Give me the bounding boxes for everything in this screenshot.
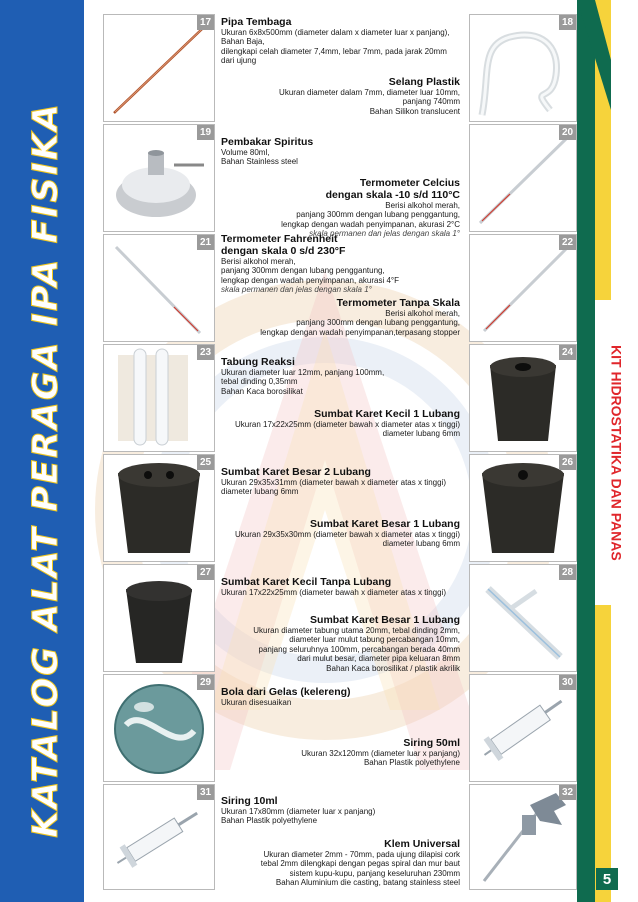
item-description-29: Bola dari Gelas (kelereng) Ukuran disesuaikan [221,686,351,707]
section-title-panel [595,300,638,605]
left-blue-band [0,0,84,902]
item-description-24: Sumbat Karet Kecil 1 Lubang Ukuran 17x22x25mm (diameter bawah x diameter atas x tinggi) diameter lubang 6mm [235,408,460,439]
item-image-28: 28 [469,564,577,672]
item-image-17 [103,14,215,122]
item-description-23: Tabung Reaksi Ukuran diameter luar 12mm, panjang 100mm, tebal dinding 0,35mm Bahan Kaca borosilikat [221,356,385,396]
item-description-30: Siring 50ml Ukuran 32x120mm (diameter luar x panjang) Bahan Plastik polyethylene [301,737,460,768]
item-image-24: 24 [469,344,577,452]
item-image-25: 25 [103,454,215,562]
corner-decoration [577,0,611,110]
item-image-29: 29 [103,674,215,782]
item-image-18: 18 [469,14,577,122]
item-description-27: Sumbat Karet Kecil Tanpa Lubang Ukuran 17x22x25mm (diameter bawah x diameter atas x tinggi) [221,576,446,597]
item-description-22: Termometer Tanpa Skala Berisi alkohol merah, panjang 300mm dengan lubang penggantung, lengkap dengan wadah penyimpanan,terpasang stopper [260,297,460,337]
section-title: KIT HIDROSTATIKA DAN PANAS [608,344,625,561]
item-description-26: Sumbat Karet Besar 1 Lubang Ukuran 29x35x30mm (diameter bawah x diameter atas x tinggi) diameter lubang 6mm [235,518,460,549]
item-description-21: Termometer Fahrenheit dengan skala 0 s/d 230°F Berisi alkohol merah, panjang 300mm dengan lubang penggantung, lengkap dengan wadah penyimpanan, akurasi 4°F skala permanen dan jelas dengan skala 1° [221,233,399,295]
item-description-31: Siring 10ml Ukuran 17x80mm (diameter luar x panjang) Bahan Plastik polyethylene [221,795,376,826]
item-name: Pipa Tembaga [221,16,292,28]
catalog-title-wrap [26,102,66,838]
item-description-17: Pipa Tembaga Ukuran 6x8x500mm (diameter dalam x diameter luar x panjang), Bahan Baja, dilengkapi celah diameter 7,4mm, lebar 7mm, pada jarak 20mm dari ujung [221,16,450,66]
item-image-20: 20 [469,124,577,232]
item-image-26: 26 [469,454,577,562]
item-image-21: 21 [103,234,215,342]
catalog-title: KATALOG ALAT PERAGA IPA FISIKA [26,102,66,838]
item-image-30: 30 [469,674,577,782]
item-description-19: Pembakar Spiritus Volume 80ml, Bahan Stainless steel [221,136,314,167]
item-description-25: Sumbat Karet Besar 2 Lubang Ukuran 29x35x31mm (diameter bawah x diameter atas x tinggi) diameter lubang 6mm [221,466,446,497]
item-description-20: Termometer Celcius dengan skala -10 s/d 110°C Berisi alkohol merah, panjang 300mm dengan lubang penggantung, lengkap dengan wadah penyimpanan, akurasi 2°C skala permanen dan jelas dengan skala 1° [281,177,460,239]
item-image-32: 32 [469,784,577,890]
item-number: 17 [197,15,214,30]
right-green-band [577,0,595,902]
item-image-31: 31 [103,784,215,890]
item-description-28: Sumbat Karet Besar 1 Lubang Ukuran diameter tabung utama 20mm, tebal dinding 2mm, diameter luar mulut tabung percabangan 10mm, panjang seluruhnya 100mm, percabangan berada 40mm dari mulut besar, diameter pipa keluaran 8mm Bahan Kaca borosilikat / plastik akrilik [253,614,460,673]
item-description-18: Selang Plastik Ukuran diameter dalam 7mm, diameter luar 10mm, panjang 740mm Bahan Silikon translucent [279,76,460,116]
item-image-23: 23 [103,344,215,452]
item-image-19: 19 [103,124,215,232]
page-number: 5 [596,868,618,890]
item-description-32: Klem Universal Ukuran diameter 2mm - 70mm, pada ujung dilapisi cork tebal 2mm dilengkapi dengan pegas spiral dan mur baut sistem kupu-kupu, panjang keseluruhan 230mm Bahan Aluminium die casting, batang stainless steel [260,838,460,888]
item-image-22: 22 [469,234,577,342]
item-image-27: 27 [103,564,215,672]
